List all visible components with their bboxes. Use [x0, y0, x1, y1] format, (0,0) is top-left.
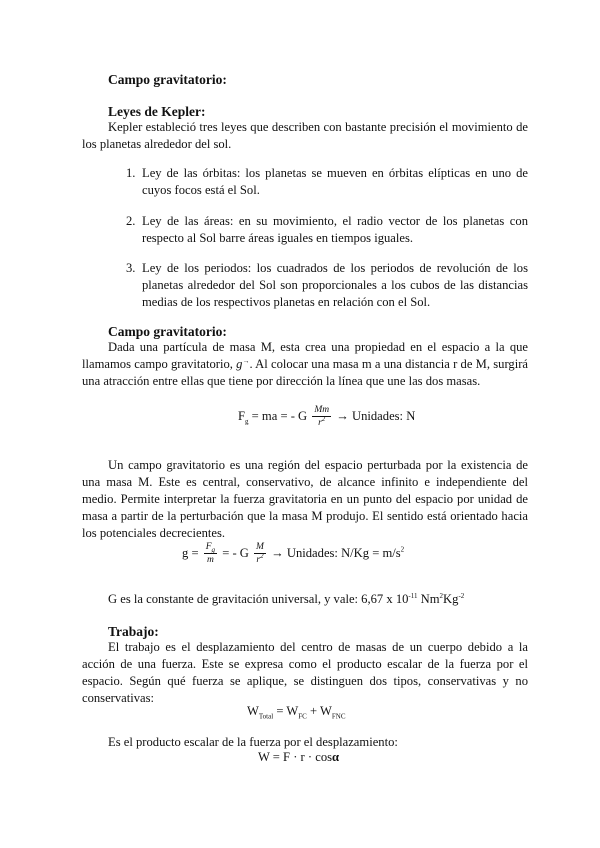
kepler-law-3 — [126, 260, 528, 311]
law-3-text: Ley de los periodos: los cuadrados de los periodos de revolución de los planetas alrededor del Sol son proporcionales a los cubos de las distancias medias de los respectivos planetas en relación con el Sol. — [142, 261, 528, 309]
kepler-law-2 — [126, 213, 528, 247]
law-1-number: 1. — [126, 166, 136, 180]
equation-force: $F_g$ = ma = - G $\frac{Mm}{r^2}$ → Unidades: N — [238, 405, 416, 428]
equation-work: W = F · r · cosα — [258, 750, 340, 764]
kepler-law-1 — [126, 165, 528, 199]
equation-work-total: $W_{Total} = W_{FC} + W_{FNC}$ — [247, 704, 346, 721]
campo-heading: Campo gravitatorio: — [108, 324, 227, 339]
law-2-number: 2. — [126, 214, 136, 228]
g-vector-symbol: g — [236, 357, 243, 371]
kepler-intro: Kepler estableció tres leyes que describen con bastante precisión el movimiento de los planetas alrededor del sol. — [82, 120, 528, 151]
campo-paragraph-1: Dada una partícula de masa M, esta crea una propiedad en el espacio a la que llamamos campo gravitatorio, g→. Al colocar una masa m a una distancia r de M, surgirá una atracción entre ellas que tiene por dirección la línea que une las dos masas. — [82, 340, 528, 388]
kepler-heading: Leyes de Kepler: — [108, 104, 206, 119]
law-1-text: Ley de las órbitas: los planetas se mueven en órbitas elípticas en uno de cuyos focos está el Sol. — [142, 166, 528, 197]
trabajo-paragraph-2: Es el producto escalar de la fuerza por el desplazamiento: — [108, 735, 398, 749]
law-3-number: 3. — [126, 261, 136, 275]
equation-field: g = $\frac{F_g}{m}$ = - G $\frac{M}{r^2}$ → Unidades: $N/Kg = m/s^2$ — [182, 542, 405, 565]
document-title: Campo gravitatorio: — [108, 72, 227, 87]
gravitational-constant: G es la constante de gravitación universal, y vale: 6,67 x $10^{-11}$ $Nm^2Kg^{-2}$ — [108, 591, 465, 606]
trabajo-heading: Trabajo: — [108, 624, 159, 639]
law-2-text: Ley de las áreas: en su movimiento, el radio vector de los planetas con respecto al Sol barre áreas iguales en tiempos iguales. — [142, 214, 528, 245]
trabajo-paragraph-1: El trabajo es el desplazamiento del centro de masas de un cuerpo debido a la acción de una fuerza. Este se expresa como el producto escalar de la fuerza por el espacio. Según qué fuerza se aplique, se distinguen dos tipos, conservativas y no conservativas: — [82, 640, 528, 705]
campo-paragraph-2: Un campo gravitatorio es una región del espacio perturbada por la existencia de una masa M. Este es central, conservativo, de alcance infinito e independiente del medio. Permite interpretar la fuerza gravitatoria en un punto del espacio por unidad de masa a partir de la perturbación que la masa M produjo. El sentido está orientado hacia los potenciales decrecientes. — [82, 458, 528, 540]
